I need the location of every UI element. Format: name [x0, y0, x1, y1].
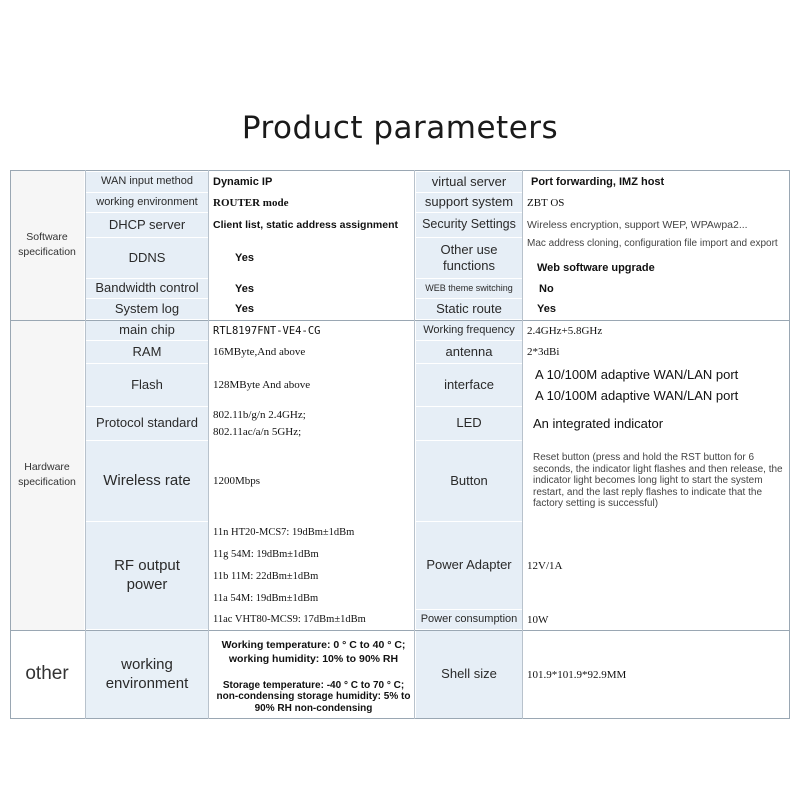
table-divider: [414, 170, 415, 719]
button-label: Button: [416, 441, 522, 521]
support-system-label: support system: [416, 193, 522, 212]
power-adapter-label: Power Adapter: [416, 522, 522, 609]
shell-size-label: Shell size: [416, 631, 522, 718]
rf-value: 11b 11M: 22dBm±1dBm: [209, 566, 414, 587]
power-adapter-value: 12V/1A: [523, 522, 789, 609]
other-functions-label: Other use functions: [416, 238, 522, 278]
rf-value: 11n HT20-MCS7: 19dBm±1dBm: [209, 522, 414, 543]
ddns-value: Yes: [209, 238, 414, 278]
wan-input-value: Dynamic IP: [209, 172, 414, 192]
table-divider: [208, 170, 209, 719]
support-system-value: ZBT OS: [523, 193, 789, 212]
table-border-bottom: [10, 718, 790, 719]
wan-input-label: WAN input method: [86, 172, 208, 192]
table-divider: [10, 630, 790, 631]
protocol-value-1: 802.11b/g/n 2.4GHz;: [209, 407, 414, 423]
section-other: other: [10, 630, 84, 718]
protocol-label: Protocol standard: [86, 407, 208, 440]
static-route-label: Static route: [416, 299, 522, 319]
other-env-value-1: Working temperature: 0 ° C to 40 ° C; working humidity: 10% to 90% RH: [209, 631, 414, 675]
other-env-label: working environment: [86, 631, 208, 718]
section-software: Software specification: [10, 170, 84, 320]
led-value: An integrated indicator: [523, 407, 789, 440]
main-chip-value: RTL8197FNT-VE4-CG: [209, 321, 414, 340]
rf-value: 11ac VHT80-MCS9: 17dBm±1dBm: [209, 610, 414, 629]
table-divider: [85, 170, 86, 719]
button-value: Reset button (press and hold the RST button for 6 seconds, the indicator light flashes and then release, the indicator light becomes long light to start the system restart, and the last reply flashes to indicate that the factory setting is successful): [523, 441, 789, 521]
main-chip-label: main chip: [86, 321, 208, 340]
wireless-rate-value: 1200Mbps: [209, 441, 414, 521]
table-border-right: [789, 170, 790, 719]
table-divider: [10, 320, 790, 321]
shell-size-value: 101.9*101.9*92.9MM: [523, 631, 789, 718]
virtual-server-label: virtual server: [416, 172, 522, 192]
syslog-value: Yes: [209, 299, 414, 319]
working-env-label: working environment: [86, 193, 208, 212]
table-border-left: [10, 170, 11, 719]
wireless-rate-label: Wireless rate: [86, 441, 208, 521]
dhcp-label: DHCP server: [86, 213, 208, 237]
syslog-label: System log: [86, 299, 208, 319]
flash-label: Flash: [86, 364, 208, 406]
led-label: LED: [416, 407, 522, 440]
other-env-value-2: Storage temperature: -40 ° C to 70 ° C; non-condensing storage humidity: 5% to 90% RH non-condensing: [209, 676, 414, 718]
working-frequency-label: Working frequency: [416, 321, 522, 340]
interface-value-1: A 10/100M adaptive WAN/LAN port: [523, 364, 789, 384]
web-theme-value: No: [523, 279, 789, 298]
ddns-label: DDNS: [86, 238, 208, 278]
mac-cloning-value: Mac address cloning, configuration file import and export: [523, 238, 789, 258]
power-consumption-value: 10W: [523, 610, 789, 629]
rf-output-label: RF output power: [86, 522, 208, 629]
working-env-value: ROUTER mode: [209, 193, 414, 212]
bandwidth-label: Bandwidth control: [86, 279, 208, 298]
security-settings-value: Wireless encryption, support WEP, WPAwpa2...: [523, 213, 789, 237]
table-border-top: [10, 170, 790, 171]
table-divider: [522, 170, 523, 719]
section-hardware: Hardware specification: [10, 320, 84, 630]
antenna-value: 2*3dBi: [523, 341, 789, 363]
virtual-server-value: Port forwarding, IMZ host: [523, 172, 789, 192]
rf-value: 11g 54M: 19dBm±1dBm: [209, 544, 414, 565]
power-consumption-label: Power consumption: [416, 610, 522, 629]
working-frequency-value: 2.4GHz+5.8GHz: [523, 321, 789, 340]
ram-label: RAM: [86, 341, 208, 363]
rf-value: 11a 54M: 19dBm±1dBm: [209, 588, 414, 609]
flash-value: 128MByte And above: [209, 364, 414, 406]
web-theme-label: WEB theme switching: [416, 279, 522, 298]
interface-value-2: A 10/100M adaptive WAN/LAN port: [523, 385, 789, 406]
protocol-value-2: 802.11ac/a/n 5GHz;: [209, 423, 414, 440]
page-title: Product parameters: [241, 110, 559, 146]
security-settings-label: Security Settings: [416, 213, 522, 237]
antenna-label: antenna: [416, 341, 522, 363]
bandwidth-value: Yes: [209, 279, 414, 298]
interface-label: interface: [416, 364, 522, 406]
static-route-value: Yes: [523, 299, 789, 319]
web-upgrade-value: Web software upgrade: [523, 258, 789, 278]
dhcp-value: Client list, static address assignment: [209, 213, 414, 237]
ram-value: 16MByte,And above: [209, 341, 414, 363]
